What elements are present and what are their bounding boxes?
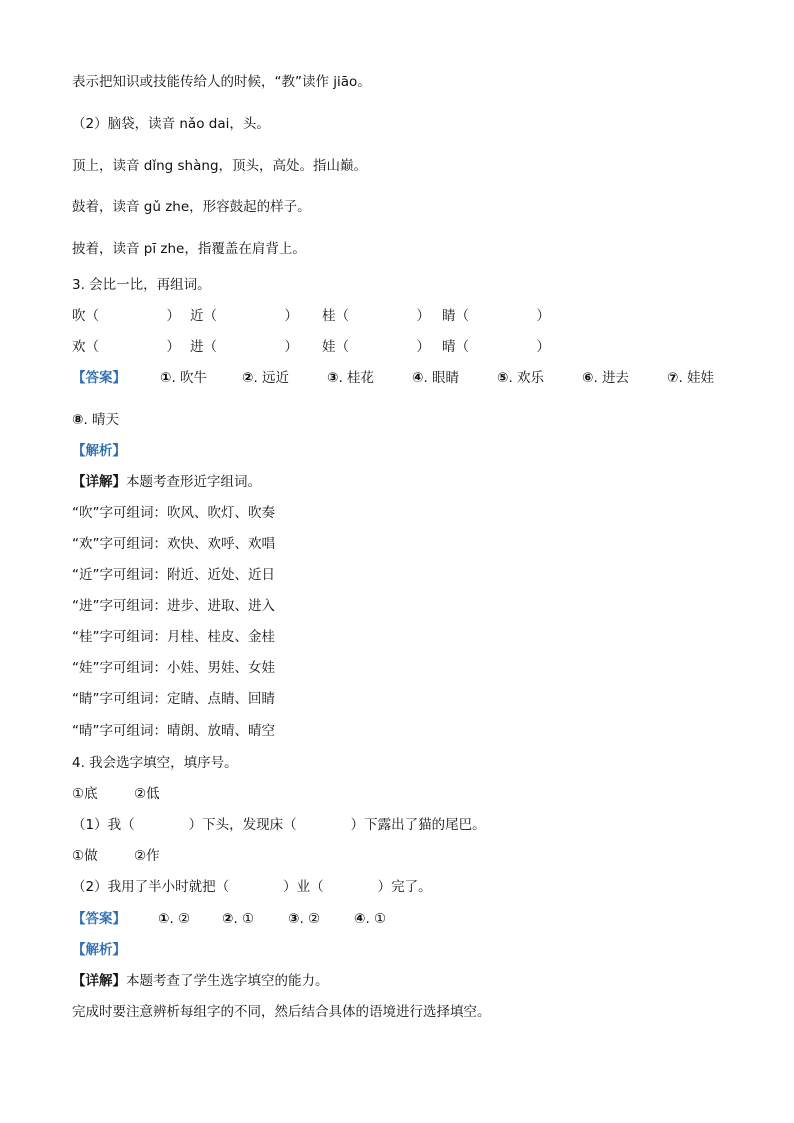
text-line: 表示把知识或技能传给人的时候，“教”读作 jiāo。 [72,74,371,90]
answer-item: ④. ① [354,911,387,927]
text-line: 披着，读音 pī zhe，指覆盖在肩背上。 [72,241,306,257]
word-line: “睛”字可组词：定睛、点睛、回睛 [72,691,275,707]
answer-item: ①. ② [158,911,191,927]
q4-options-2 [72,847,272,865]
option: ②作 [134,848,160,864]
answer-item: ③. 桂花 [327,370,375,386]
q3-blank: 进（ ） [190,339,298,355]
q3-row-1 [72,307,722,325]
q3-blank: 晴（ ） [442,339,550,355]
detail-label: 【详解】 [72,973,126,989]
q3-blank: 睛（ ） [442,308,550,324]
question-4-title: 4. 我会选字填空，填序号。 [72,755,238,771]
q4-options-1 [72,785,272,803]
word-line: “吹”字可组词：吹风、吹灯、吹奏 [72,505,275,521]
word-line: “晴”字可组词：晴朗、放晴、晴空 [72,723,275,739]
word-line: “进”字可组词：进步、进取、进入 [72,598,275,614]
option: ①底 [72,786,98,802]
text-line: （2）脑袋，读音 nǎo dai，头。 [72,116,270,132]
analysis-label: 【解析】 [72,443,126,459]
word-line: “近”字可组词：附近、近处、近日 [72,567,275,583]
answer-label: 【答案】 [72,370,126,386]
answer-item: ⑧. 晴天 [72,412,120,428]
answer-item: ⑦. 娃娃 [667,370,715,386]
q3-blank: 吹（ ） [72,308,180,324]
option: ①做 [72,848,98,864]
word-line: “欢”字可组词：欢快、欢呼、欢唱 [72,536,275,552]
q3-blank: 娃（ ） [322,339,430,355]
answer-item: ⑥. 进去 [582,370,630,386]
option: ②低 [134,786,160,802]
word-line: “娃”字可组词：小娃、男娃、女娃 [72,660,275,676]
text-line: 完成时要注意辨析每组字的不同，然后结合具体的语境进行选择填空。 [72,1004,491,1020]
answer-item: ②. 远近 [242,370,290,386]
answer-item: ①. 吹牛 [160,370,208,386]
answer-item: ④. 眼睛 [412,370,460,386]
analysis-label: 【解析】 [72,942,126,958]
word-line: “桂”字可组词：月桂、桂皮、金桂 [72,629,275,645]
q3-blank: 桂（ ） [322,308,430,324]
text-line: 顶上，读音 dǐng shàng，顶头，高处。指山巅。 [72,158,368,174]
answer-label: 【答案】 [72,911,126,927]
q4-sentence-2: （2）我用了半小时就把（ ）业（ ）完了。 [72,879,432,895]
q3-row-2 [72,338,722,356]
q3-blank: 近（ ） [190,308,298,324]
q4-sentence-1: （1）我（ ）下头，发现床（ ）下露出了猫的尾巴。 [72,817,486,833]
answer-item: ③. ② [288,911,321,927]
detail-line: 【详解】本题考查形近字组词。 [72,474,261,490]
answer-item: ②. ① [222,911,255,927]
detail-label: 【详解】 [72,474,126,490]
q3-blank: 欢（ ） [72,339,180,355]
question-3-title: 3. 会比一比，再组词。 [72,277,211,293]
answer-item: ⑤. 欢乐 [497,370,545,386]
text-line: 鼓着，读音 gǔ zhe，形容鼓起的样子。 [72,199,311,215]
detail-line: 【详解】本题考查了学生选字填空的能力。 [72,973,329,989]
